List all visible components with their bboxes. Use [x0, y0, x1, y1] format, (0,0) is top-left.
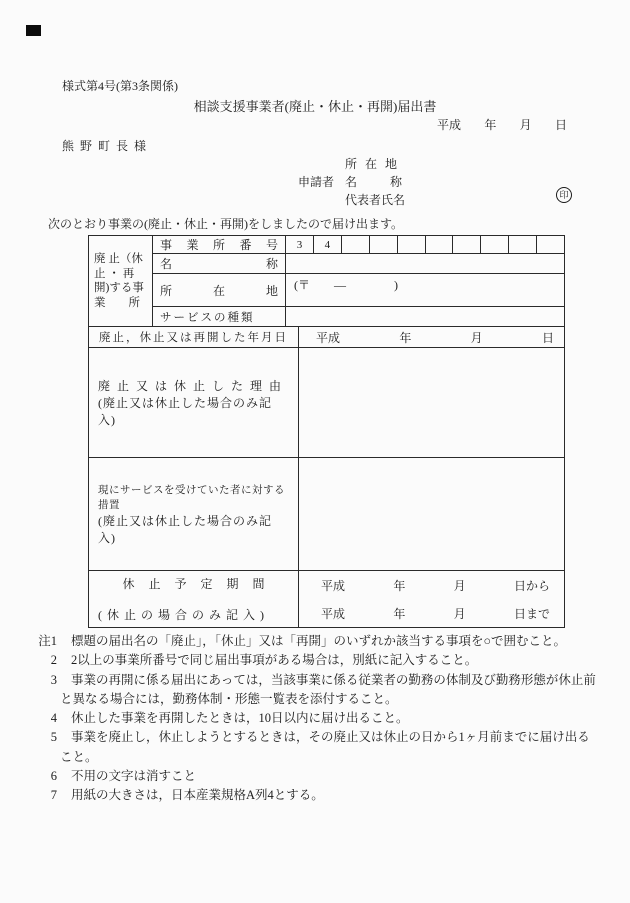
office-number-row [153, 236, 564, 254]
year-label: 年 [393, 606, 406, 621]
service-type-label: サービスの種類 [153, 307, 286, 326]
label-char: 号 [265, 238, 278, 252]
applicant-label: 申請者 [298, 174, 335, 189]
page-title: 相談支援事業者(廃止・休止・再開)届出書 [193, 99, 437, 114]
note-number: 5 [50, 730, 57, 745]
note-item [35, 767, 597, 786]
label-char: 番 [239, 238, 252, 252]
suspension-to-line [299, 605, 564, 622]
office-header-line: 止 ・ 再 [94, 267, 135, 280]
era-label: 平成 [437, 118, 462, 132]
reason-row [89, 348, 564, 458]
spacer [98, 592, 289, 606]
change-date-value [299, 327, 564, 347]
office-number-digit-cell [508, 236, 536, 253]
note-number: 注1 [38, 634, 57, 648]
seal-mark-icon [556, 187, 572, 203]
change-date-label [89, 327, 299, 347]
measures-label [89, 458, 299, 570]
notes-list [35, 632, 597, 806]
month-label: 月 [453, 606, 466, 621]
office-number-digit-cell [341, 236, 369, 253]
month-label: 月 [470, 330, 483, 345]
note-number: 2 [50, 653, 57, 668]
label-char: 名 [160, 257, 173, 271]
suspension-period-row [89, 571, 564, 627]
office-number-digit-boxes [286, 236, 564, 253]
office-section [89, 236, 564, 327]
era-label: 平成 [321, 578, 346, 593]
label-char: 在 [212, 283, 225, 298]
note-number: 4 [50, 711, 57, 726]
office-number-digit-cell: 4 [313, 236, 341, 253]
addressee: 熊野町長様 [62, 139, 153, 153]
office-name-row [153, 254, 564, 274]
scan-artifact-square [26, 25, 41, 36]
note-number: 7 [50, 788, 57, 803]
suspension-period-label [89, 571, 299, 627]
label-char: 業 [186, 238, 199, 252]
office-address-row [153, 274, 564, 307]
office-section-header [89, 236, 153, 326]
era-label: 平成 [321, 606, 346, 621]
suspension-from-line [299, 577, 564, 594]
label-line: (休止の場合のみ記入) [98, 608, 269, 622]
note-item [35, 709, 597, 728]
office-header-line: 廃 止（休 [94, 253, 143, 265]
change-date-row [89, 327, 564, 348]
year-label: 年 [484, 118, 497, 132]
label-line: 廃止又は休止した理由 [98, 379, 289, 393]
office-header-line: 開)する事 [94, 282, 144, 294]
note-text: 用紙の大きさは，日本産業規格A列4とする。 [71, 788, 324, 803]
representative-label: 代表者氏名 [345, 192, 406, 207]
label-text: 廃止，休止又は再開した年月日 [99, 332, 288, 344]
office-number-digit-cell [425, 236, 453, 253]
note-text: 事業を廃止し，休止しようとするときは，その廃止又は休止の日から1ヶ月前までに届け出ること。 [60, 730, 590, 764]
label-char: 所 [160, 283, 173, 298]
reason-value [299, 348, 564, 457]
name-char: 称 [389, 174, 402, 189]
note-text: 2以上の事業所番号で同じ届出事項がある場合は，別紙に記入すること。 [71, 653, 478, 668]
label-line: 休止予定期間 [122, 577, 279, 591]
label-char: 称 [265, 257, 278, 271]
day-to-label: 日まで [513, 606, 550, 621]
office-address-value: (〒 ― ) [294, 278, 398, 292]
form-code: 様式第4号(第3条関係) [62, 79, 178, 93]
submission-date-line [437, 116, 567, 133]
applicant-address-label: 所在地 [345, 156, 406, 171]
office-name-label [153, 254, 286, 273]
office-header-line: 業 所 [94, 296, 140, 309]
office-number-digit-cell [480, 236, 508, 253]
applicant-block [298, 154, 405, 208]
label-char: 地 [265, 283, 278, 298]
label-line: (廃止又は休止した場合のみ記入) [98, 396, 272, 427]
month-label: 月 [519, 118, 532, 132]
office-address-label [153, 274, 286, 306]
office-number-digit-cell [452, 236, 480, 253]
note-item [35, 651, 597, 670]
suspension-period-value [299, 571, 564, 627]
label-char: 所 [212, 238, 225, 252]
note-number: 3 [50, 672, 57, 687]
note-item [35, 728, 597, 767]
office-number-digit-cell [536, 236, 564, 253]
note-text: 事業の再開に係る届出にあっては，当該事業に係る従業者の勤務の体制及び勤務形態が休止前と異なる場合には，勤務体制・形態一覧表を添付すること。 [60, 672, 596, 706]
reason-label [89, 348, 299, 457]
label-line: 現にサービスを受けていた者に対する措置 [98, 485, 285, 511]
office-number-digit-cell: 3 [296, 238, 303, 251]
note-text: 休止した事業を再開したときは，10日以内に届け出ること。 [71, 711, 409, 726]
intro-sentence: 次のとおり事業の(廃止・休止・再開)をしましたので届け出ます。 [48, 217, 404, 231]
name-char: 名 [345, 174, 358, 189]
note-text: 不用の文字は消すこと [71, 769, 197, 784]
note-number: 6 [50, 769, 57, 784]
office-name-value [286, 254, 564, 273]
service-type-value [286, 307, 564, 326]
label-line: (廃止又は休止した場合のみ記入) [98, 514, 272, 545]
note-item [35, 632, 597, 651]
note-item [35, 671, 597, 710]
era-label: 平成 [316, 330, 341, 345]
day-label: 日 [554, 118, 567, 132]
office-number-digit-cell [397, 236, 425, 253]
month-label: 月 [453, 578, 466, 593]
office-number-label [153, 236, 286, 253]
year-label: 年 [393, 578, 406, 593]
notification-form-table [88, 235, 565, 628]
applicant-name-label [345, 173, 402, 190]
measures-row [89, 458, 564, 571]
note-item [35, 786, 597, 805]
year-label: 年 [399, 330, 412, 345]
note-text: 標題の届出名の「廃止」，「休止」又は「再開」のいずれか該当する事項を○で囲むこと。 [71, 634, 567, 648]
label-char: 事 [160, 238, 173, 252]
day-label: 日 [541, 330, 554, 345]
service-type-row [153, 307, 564, 326]
measures-value [299, 458, 564, 570]
seal-char: 印 [559, 189, 569, 200]
office-number-digit-cell [369, 236, 397, 253]
day-from-label: 日から [513, 578, 550, 593]
